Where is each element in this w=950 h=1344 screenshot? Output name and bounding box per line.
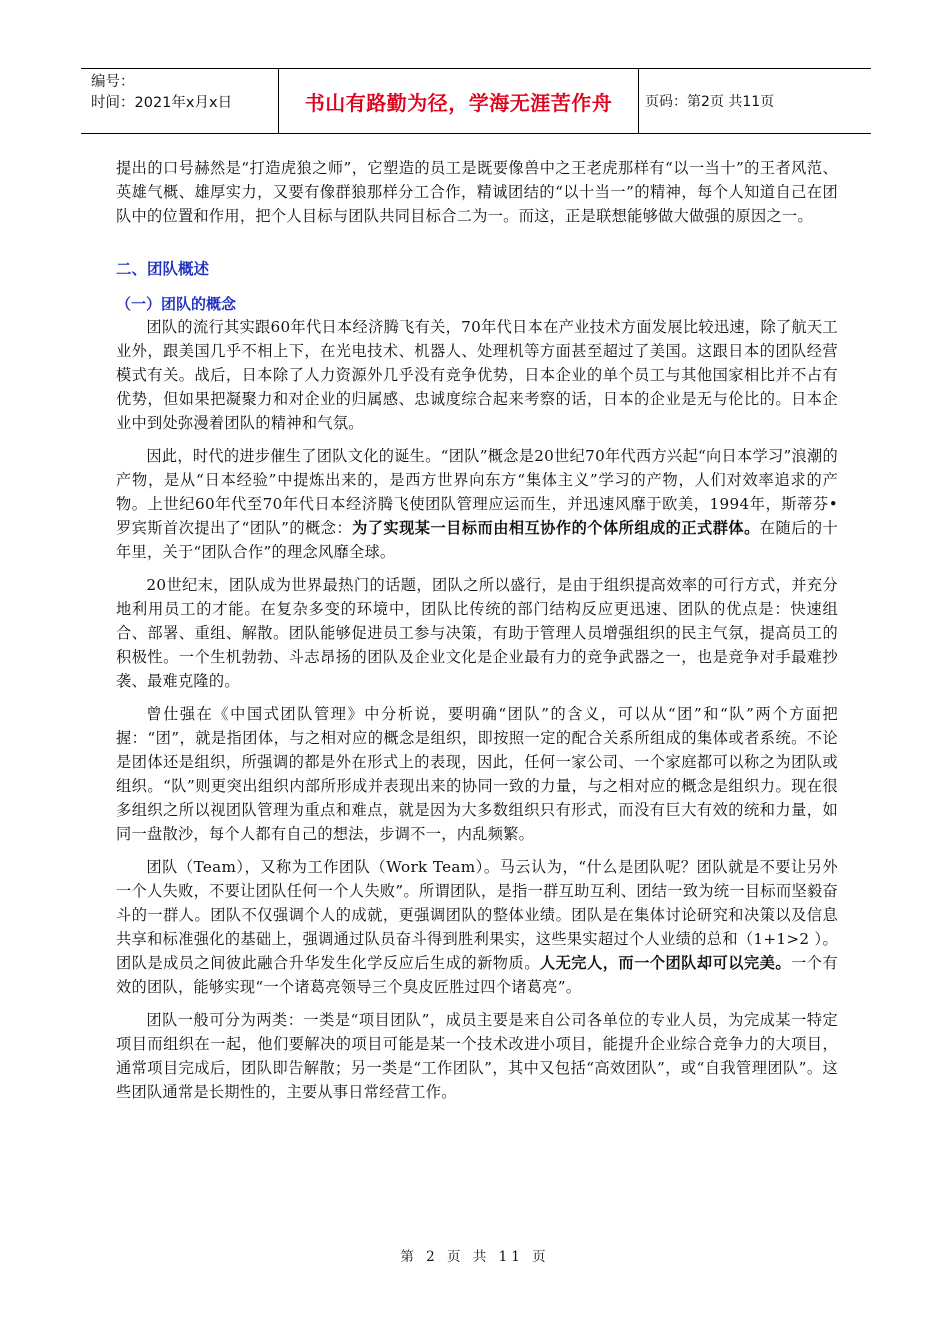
paragraph-1: 团队的流行其实跟60年代日本经济腾飞有关，70年代日本在产业技术方面发展比较迅速，除了航天工业外，跟美国几乎不相上下，在光电技术、机器人、处理机等方面甚至超过了美国。这跟日本的团队经营模式有关。战后，日本除了人力资源外几乎没有竞争优势，日本企业的单个员工与其他国家相比并不占有优势，但如果把凝聚力和对企业的归属感、忠诚度综合起来考察的话，日本的企业是无与伦比的。日本企业中到处弥漫着团队的精神和气氛。	[116, 318, 838, 432]
header-page-info: 页码：第2页 共11页	[645, 94, 775, 110]
document-number: 编号：	[91, 74, 135, 90]
page-header	[81, 68, 871, 134]
intro-paragraph: 提出的口号赫然是“打造虎狼之师”，它塑造的员工是既要像兽中之王老虎那样有“以一当十”的王者风范、英雄气概、雄厚实力，又要有像群狼那样分工合作，精诚团结的“以十当一”的精神，每个人知道自己在团队中的位置和作用，把个人目标与团队共同目标合二为一。而这，正是联想能够做大做强的原因之一。	[116, 159, 838, 225]
paragraph-2-tail: 在随后的十年里，关于“团队合作”的理念风靡全球。	[116, 519, 838, 561]
document-date: 时间：2021年x月x日	[91, 95, 233, 111]
header-motto: 书山有路勤为径，学海无涯苦作舟	[279, 69, 639, 133]
subsection-heading: （一）团队的概念	[116, 295, 237, 313]
paragraph-2-text: 因此，时代的进步催生了团队文化的诞生。“团队”概念是20世纪70年代西方兴起“向日本学习”浪潮的产物，是从“日本经验”中提炼出来的，是西方世界向东方“集体主义”学习的产物，人们对效率追求的产物。上世纪60年代至70年代日本经济腾飞使团队管理应运而生，并迅速风靡于欧美，1994年，斯蒂芬•罗宾斯首次提出了“团队”的概念：	[116, 447, 838, 537]
page-footer: 第 2 页 共 11 页	[400, 1249, 550, 1265]
paragraph-4: 曾仕强在《中国式团队管理》中分析说，要明确“团队”的含义，可以从“团”和“队”两个方面把握：“团”，就是指团体，与之相对应的概念是组织，即按照一定的配合关系所组成的集体或者系统。不论是团体还是组织，所强调的都是外在形式上的表现，因此，任何一家公司、一个家庭都可以称之为团队或组织。“队”则更突出组织内部所形成并表现出来的协同一致的力量，与之相对应的概念是组织力。现在很多组织之所以视团队管理为重点和难点，就是因为大多数组织只有形式，而没有巨大有效的统和力量，如同一盘散沙，每个人都有自己的想法，步调不一，内乱频繁。	[116, 705, 838, 843]
paragraph-3: 20世纪末，团队成为世界最热门的话题，团队之所以盛行，是由于组织提高效率的可行方式，并充分地利用员工的才能。在复杂多变的环境中，团队比传统的部门结构反应更迅速、团队的优点是：快速组合、部署、重组、解散。团队能够促进员工参与决策，有助于管理人员增强组织的民主气氛，提高员工的积极性。一个生机勃勃、斗志昂扬的团队及企业文化是企业最有力的竞争武器之一，也是竞争对手最难抄袭、最难克隆的。	[116, 576, 838, 690]
document-body	[116, 156, 838, 1113]
paragraph-5-emphasis: 人无完人，而一个团队却可以完美。	[539, 954, 792, 972]
paragraph-6: 团队一般可分为两类：一类是“项目团队”，成员主要是来自公司各单位的专业人员，为完成某一特定项目而组织在一起，他们要解决的项目可能是某一个技术改进小项目，能提升企业综合竞争力的大项目，通常项目完成后，团队即告解散；另一类是“工作团队”，其中又包括“高效团队”，或“自我管理团队”。这些团队通常是长期性的，主要从事日常经营工作。	[116, 1011, 838, 1101]
paragraph-2	[116, 444, 838, 564]
header-meta	[81, 69, 279, 133]
paragraph-5-tail: 一个有效的团队，能够实现“一个诸葛亮领导三个臭皮匠胜过四个诸葛亮”。	[116, 954, 838, 996]
paragraph-5-text: 团队（Team），又称为工作团队（Work Team）。马云认为，“什么是团队呢？团队就是不要让另外一个人失败，不要让团队任何一个人失败”。所谓团队，是指一群互助互利、团结一致为统一目标而坚毅奋斗的一群人。团队不仅强调个人的成就，更强调团队的整体业绩。团队是在集体讨论研究和决策以及信息共享和标准强化的基础上，强调通过队员奋斗得到胜利果实，这些果实超过个人业绩的总和（1+1>2 ）。团队是成员之间彼此融合升华发生化学反应后生成的新物质。	[116, 858, 838, 972]
section-heading: 二、团队概述	[116, 260, 210, 278]
paragraph-5	[116, 855, 838, 999]
paragraph-2-definition: 为了实现某一目标而由相互协作的个体所组成的正式群体。	[352, 519, 760, 537]
